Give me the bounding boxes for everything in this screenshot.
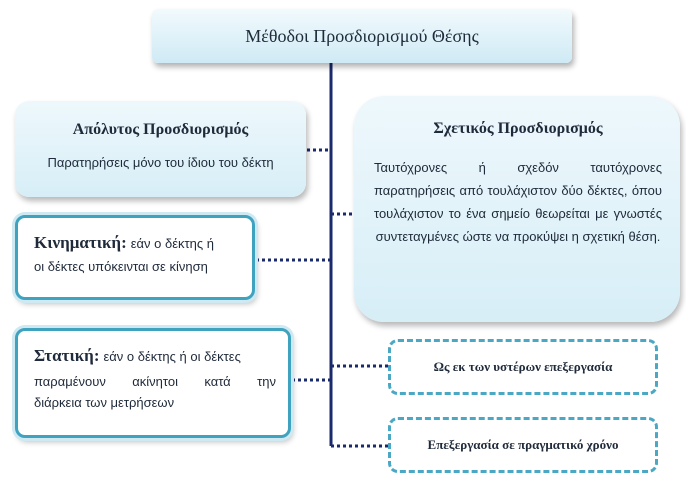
static-text-line3: διάρκεια των μετρήσεων	[34, 395, 175, 410]
kinematic-label: Κινηματική:	[34, 233, 127, 252]
kinematic-box	[15, 215, 255, 300]
static-label: Στατική:	[34, 346, 100, 365]
relative-description: Ταυτόχρονες ή σχεδόν ταυτόχρονες παρατηρήσεις από τουλάχιστον δύο δέκτες, όπου τουλάχιστον το ένα σημείο θεωρείται με γνωστές συντεταγμένες ώστε να προκύψει η σχετική θέση.	[374, 160, 662, 244]
kinematic-text-line2: οι δέκτες υπόκεινται σε κίνηση	[34, 259, 208, 274]
relative-heading: Σχετικός Προσδιορισμός	[433, 120, 603, 137]
realtime-label: Επεξεργασία σε πραγματικό χρόνο	[427, 437, 619, 452]
diagram-title: Μέθοδοι Προσδιορισμού Θέσης	[245, 25, 479, 46]
kinematic-text-line1: εάν ο δέκτης ή	[130, 236, 215, 251]
absolute-description: Παρατηρήσεις μόνο του ίδιου του δέκτη	[47, 155, 274, 170]
static-box	[15, 328, 291, 438]
static-text-line2: παραμένουν ακίνητοι κατά την	[34, 374, 276, 389]
absolute-positioning-box	[15, 101, 306, 197]
diagram-title-box	[152, 9, 572, 63]
relative-positioning-box	[354, 96, 680, 322]
static-text-line1: εάν ο δέκτης ή οι δέκτες	[103, 349, 241, 364]
realtime-box	[388, 417, 658, 473]
postprocessing-label: Ως εκ των υστέρων επεξεργασία	[433, 359, 613, 374]
absolute-heading: Απόλυτος Προσδιορισμός	[72, 121, 249, 138]
postprocessing-box	[388, 339, 658, 395]
